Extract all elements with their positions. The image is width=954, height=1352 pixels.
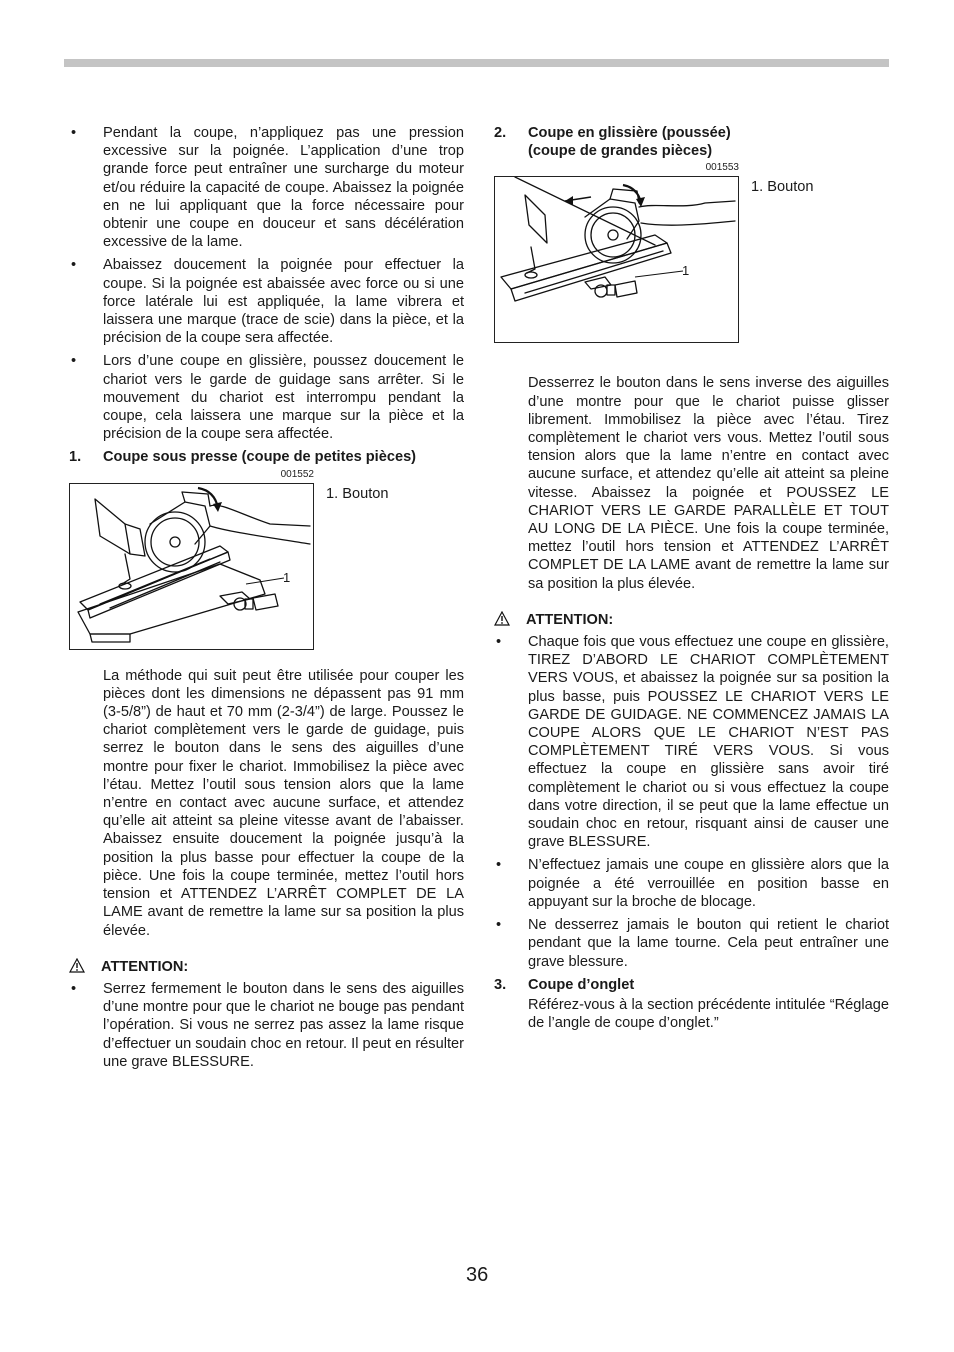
figure — [69, 483, 464, 653]
list-item: • Lors d’une coupe en glissière, poussez doucement le chariot vers le garde de guidage sans arrêter. Si le mouvement du chariot est interrompu pendant la coupe, cela laissera une marque sur la pièce et la précision de la coupe sera affectée. — [71, 353, 464, 443]
section-heading: 3. Coupe d’onglet — [494, 976, 635, 993]
attention-heading: ATTENTION: — [69, 958, 464, 976]
right-column — [494, 124, 889, 1032]
warning-triangle-icon — [494, 611, 510, 626]
list-item: • Ne desserrez jamais le bouton qui retient le chariot pendant que la lame tourne. Cela peut entraîner une grave blessure. — [496, 917, 889, 970]
left-column — [69, 124, 464, 1076]
section-paragraph: Référez-vous à la section précédente intitulée “Réglage de l’angle de coupe d’onglet.” — [528, 996, 889, 1032]
miter-saw-illustration — [69, 483, 314, 650]
page-number: 36 — [466, 1264, 489, 1286]
section-paragraph: La méthode qui suit peut être utilisée pour couper les pièces dont les dimensions ne dépassent pas 91 mm (3-5/8”) de haut et 70 mm (2-3/4”) de large. Poussez le chariot complètement vers le garde de guidage, puis serrez le bouton dans le sens des aiguilles d’une montre pour fixer le chariot. Immobilisez la pièce avec l’étau. Mettez l’outil sous tension alors que la lame n’entre en contact avec aucune surface, et attendez qu’elle ait atteint sa pleine vitesse avant de l’abaisser. Abaissez ensuite doucement la poignée jusqu’à la position la plus basse pour effectuer la coupe de la pièce. Une fois la coupe terminée, mettez l’outil hors tension et ATTENDEZ L’ARRÊT COMPLET DE LA LAME avant de remettre la lame sur sa position la plus élevée. — [103, 667, 464, 939]
figure-label: 1. Bouton — [326, 485, 389, 502]
attention-heading: ATTENTION: — [494, 611, 889, 629]
section-heading: 2. Coupe en glissière (poussée) (coupe de grandes pièces) — [494, 125, 731, 160]
list-item: • Serrez fermement le bouton dans le sens des aiguilles d’une montre pour que le chariot ne bouge pas pendant l’opération. Si vous ne serrez pas assez la lame risque d’effectuer un soudain choc en retour. Il peut en résulter une grave BLESSURE. — [71, 980, 464, 1070]
figure-code: 001553 — [705, 162, 739, 174]
list-item: • Chaque fois que vous effectuez une coupe en glissière, TIREZ D’ABORD LE CHARIOT COMPLÈTEMENT VERS VOUS, et abaissez la poignée sur sa position la plus basse, puis POUSSEZ LE CHARIOT VERS LE GARDE DE GUIDAGE. NE COMMENCEZ JAMAIS LA COUPE ALORS QUE LE CHARIOT N’EST PAS COMPLÈTEMENT TIRÉ VERS VOUS. Si vous effectuez la coupe en glissière sans avoir tiré complètement le chariot ou si vous effectuez la coupe dans votre direction, il se peut que la lame effectue un soudain choc en retour, risquant ainsi de causer une grave BLESSURE. — [496, 634, 889, 851]
header-rule — [64, 59, 889, 67]
list-item: • Abaissez doucement la poignée pour effectuer la coupe. Si la poignée est abaissée avec force ou si une force latérale lui est appliquée, la lame vibrera et laissera une marque (trace de scie) dans la pièce, et la précision de la coupe sera affectée. — [71, 257, 464, 347]
list-item: • Pendant la coupe, n’appliquez pas une pression excessive sur la poignée. L’application d’une trop grande force peut entraîner une surcharge du moteur et/ou réduire la capacité de coupe. Abaissez la poignée en ne lui appliquant que la force nécessaire pour obtenir une coupe en douceur et sans décélération excessive de la lame. — [71, 125, 464, 251]
figure-label: 1. Bouton — [751, 179, 814, 196]
section-heading: 1. Coupe sous presse (coupe de petites pièces) — [69, 449, 417, 466]
figure — [494, 176, 889, 346]
warning-triangle-icon — [69, 958, 85, 973]
section-paragraph: Desserrez le bouton dans le sens inverse des aiguilles d’une montre pour que le chariot puisse glisser librement. Immobilisez la pièce avec l’étau. Tirez complètement le chariot vers vous. Mettez l’outil sous tension alors que la lame n’entre en contact avec aucune surface, et attendez qu’elle ait atteint sa pleine vitesse. Abaissez la poignée et POUSSEZ LE CHARIOT VERS LE GARDE PARALLÈLE ET TOUT AU LONG DE LA PIÈCE. Une fois la coupe terminée, mettez l’outil hors tension et ATTENDEZ L’ARRÊT COMPLET DE LA LAME avant de remettre la lame sur sa position la plus élevée. — [528, 375, 889, 592]
miter-saw-illustration — [494, 176, 739, 343]
figure-callout: 1 — [682, 263, 690, 279]
figure-callout: 1 — [283, 569, 291, 585]
list-item: • N’effectuez jamais une coupe en glissière alors que la poignée a été verrouillée en position basse en appuyant sur la broche de blocage. — [496, 857, 889, 910]
figure-code: 001552 — [280, 468, 314, 480]
